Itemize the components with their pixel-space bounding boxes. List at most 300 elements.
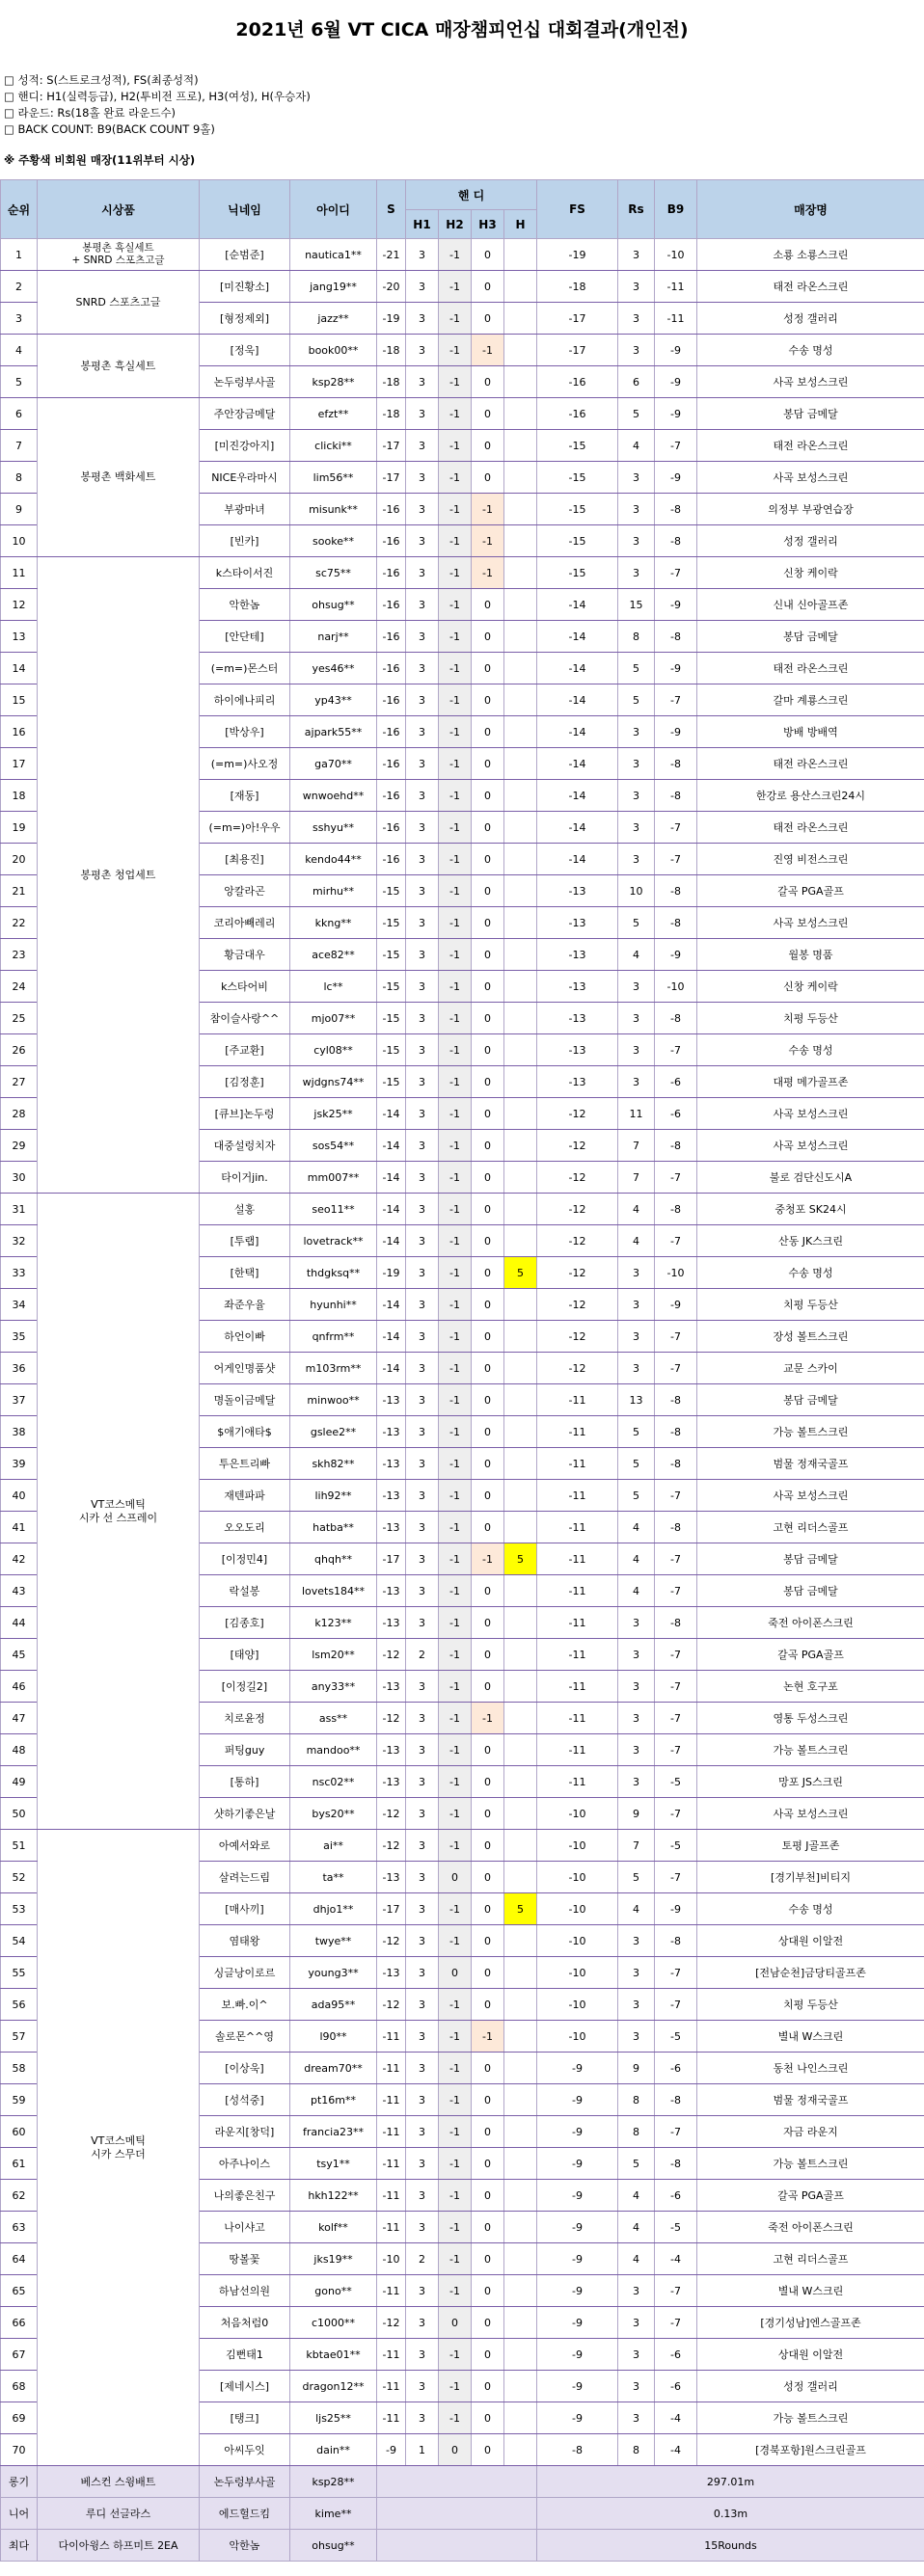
col-store-header: 매장명 (697, 180, 924, 239)
final-score-cell: -10 (537, 1957, 618, 1989)
store-cell: 태전 라온스크린 (697, 812, 924, 844)
rank-cell: 23 (1, 939, 38, 971)
h-cell (504, 1480, 537, 1512)
user-id-cell: kolf** (290, 2212, 377, 2243)
nickname-cell: [재동] (200, 780, 290, 812)
user-id-cell: ace82** (290, 939, 377, 971)
store-cell: 범물 정재국골프 (697, 2084, 924, 2116)
h3-cell: 0 (472, 1607, 504, 1639)
stroke-cell: -13 (377, 1480, 406, 1512)
h2-cell: -1 (439, 716, 472, 748)
back-count-cell: -7 (655, 1353, 697, 1384)
back-count-cell: -8 (655, 1607, 697, 1639)
nickname-cell: 아씨두잇 (200, 2434, 290, 2466)
store-cell: 의정부 부광연습장 (697, 494, 924, 525)
h-cell (504, 2402, 537, 2434)
h3-cell: 0 (472, 1639, 504, 1671)
store-cell: 갈곡 PGA골프 (697, 875, 924, 907)
final-score-cell: -15 (537, 462, 618, 494)
stroke-cell: -16 (377, 780, 406, 812)
h2-cell: -1 (439, 430, 472, 462)
rank-cell: 29 (1, 1130, 38, 1162)
back-count-cell: -8 (655, 1512, 697, 1543)
user-id-cell: jsk25** (290, 1098, 377, 1130)
h2-cell: -1 (439, 2084, 472, 2116)
nickname-cell: [이상욱] (200, 2053, 290, 2084)
h-cell (504, 557, 537, 589)
h3-cell: 0 (472, 2053, 504, 2084)
nickname-cell: 염태왕 (200, 1925, 290, 1957)
h1-cell: 3 (406, 2212, 439, 2243)
rank-cell: 65 (1, 2275, 38, 2307)
h2-cell: -1 (439, 653, 472, 684)
rank-cell: 3 (1, 303, 38, 335)
h2-cell: -1 (439, 1225, 472, 1257)
final-score-cell: -13 (537, 1066, 618, 1098)
results-body (1, 239, 924, 2562)
nickname-cell: 싱글낭이로르 (200, 1957, 290, 1989)
h3-cell: 0 (472, 1098, 504, 1130)
stroke-cell: -16 (377, 844, 406, 875)
store-cell: 동천 나인스크린 (697, 2053, 924, 2084)
h1-cell: 3 (406, 1257, 439, 1289)
h-cell (504, 653, 537, 684)
h2-cell: -1 (439, 2243, 472, 2275)
award-prize-cell: 루디 선글라스 (38, 2498, 200, 2530)
stroke-cell: -14 (377, 1289, 406, 1321)
stroke-cell: -14 (377, 1130, 406, 1162)
h2-cell: -1 (439, 2371, 472, 2402)
h-cell (504, 335, 537, 366)
h1-cell: 3 (406, 1607, 439, 1639)
h2-cell: -1 (439, 1639, 472, 1671)
rounds-cell: 4 (618, 430, 655, 462)
h1-cell: 3 (406, 2148, 439, 2180)
back-count-cell: -6 (655, 1066, 697, 1098)
user-id-cell: minwoo** (290, 1384, 377, 1416)
final-score-cell: -18 (537, 271, 618, 303)
nickname-cell: 아주나이스 (200, 2148, 290, 2180)
rounds-cell: 8 (618, 621, 655, 653)
h-cell (504, 1671, 537, 1703)
final-score-cell: -9 (537, 2243, 618, 2275)
rank-cell: 55 (1, 1957, 38, 1989)
user-id-cell: any33** (290, 1671, 377, 1703)
back-count-cell: -6 (655, 2339, 697, 2371)
h2-cell: -1 (439, 366, 472, 398)
h-cell (504, 2084, 537, 2116)
h1-cell: 3 (406, 780, 439, 812)
nickname-cell: 참이슬사랑^^ (200, 1003, 290, 1034)
h3-cell: 0 (472, 1162, 504, 1194)
h3-cell: 0 (472, 1225, 504, 1257)
rank-cell: 36 (1, 1353, 38, 1384)
h1-cell: 3 (406, 1384, 439, 1416)
store-cell: 사곡 보성스크린 (697, 1480, 924, 1512)
h-cell (504, 1034, 537, 1066)
stroke-cell: -16 (377, 494, 406, 525)
h2-cell: -1 (439, 1098, 472, 1130)
nickname-cell: 명돌이금메달 (200, 1384, 290, 1416)
h3-cell: 0 (472, 653, 504, 684)
user-id-cell: lc** (290, 971, 377, 1003)
user-id-cell: bys20** (290, 1798, 377, 1830)
back-count-cell: -7 (655, 2307, 697, 2339)
page-title: 2021년 6월 VT CICA 매장챔피언십 대회결과(개인전) (235, 19, 689, 40)
h1-cell: 3 (406, 462, 439, 494)
h1-cell: 3 (406, 1766, 439, 1798)
store-cell: 별내 W스크린 (697, 2275, 924, 2307)
award-blank-cell (377, 2530, 537, 2562)
back-count-cell: -7 (655, 2275, 697, 2307)
store-cell: 자금 라운지 (697, 2116, 924, 2148)
final-score-cell: -9 (537, 2307, 618, 2339)
rank-cell: 8 (1, 462, 38, 494)
h-cell (504, 2180, 537, 2212)
user-id-cell: k123** (290, 1607, 377, 1639)
h1-cell: 3 (406, 971, 439, 1003)
back-count-cell: -6 (655, 1098, 697, 1130)
rank-cell: 66 (1, 2307, 38, 2339)
final-score-cell: -10 (537, 1830, 618, 1862)
nickname-cell: 처음처럼0 (200, 2307, 290, 2339)
back-count-cell: -5 (655, 2212, 697, 2243)
nickname-cell: [탱크] (200, 2402, 290, 2434)
final-score-cell: -9 (537, 2084, 618, 2116)
stroke-cell: -13 (377, 1416, 406, 1448)
stroke-cell: -13 (377, 1575, 406, 1607)
back-count-cell: -10 (655, 239, 697, 271)
rounds-cell: 3 (618, 335, 655, 366)
legend-back-count: □ BACK COUNT: B9(BACK COUNT 9홀) (4, 122, 215, 136)
store-cell: 죽전 아이폰스크린 (697, 2212, 924, 2243)
final-score-cell: -13 (537, 1003, 618, 1034)
h1-cell: 3 (406, 1671, 439, 1703)
back-count-cell: -8 (655, 780, 697, 812)
user-id-cell: mjo07** (290, 1003, 377, 1034)
user-id-cell: lovets184** (290, 1575, 377, 1607)
store-cell: 성정 갤러리 (697, 303, 924, 335)
rank-cell: 5 (1, 366, 38, 398)
rank-cell: 48 (1, 1734, 38, 1766)
rounds-cell: 15 (618, 589, 655, 621)
h2-cell: -1 (439, 1003, 472, 1034)
h-cell (504, 366, 537, 398)
rank-cell: 9 (1, 494, 38, 525)
h2-cell: -1 (439, 1512, 472, 1543)
user-id-cell: qhqh** (290, 1543, 377, 1575)
stroke-cell: -11 (377, 2275, 406, 2307)
back-count-cell: -9 (655, 589, 697, 621)
user-id-cell: book00** (290, 335, 377, 366)
h-cell (504, 2339, 537, 2371)
rounds-cell: 3 (618, 1003, 655, 1034)
nickname-cell: [주교환] (200, 1034, 290, 1066)
h3-cell: 0 (472, 1957, 504, 1989)
rounds-cell: 3 (618, 780, 655, 812)
user-id-cell: pt16m** (290, 2084, 377, 2116)
rank-cell: 68 (1, 2371, 38, 2402)
h3-cell: 0 (472, 1321, 504, 1353)
result-row (1, 557, 924, 589)
rank-cell: 46 (1, 1671, 38, 1703)
nickname-cell: $애기애타$ (200, 1416, 290, 1448)
rank-cell: 17 (1, 748, 38, 780)
stroke-cell: -18 (377, 398, 406, 430)
final-score-cell: -9 (537, 2148, 618, 2180)
back-count-cell: -8 (655, 1130, 697, 1162)
final-score-cell: -15 (537, 557, 618, 589)
h-cell (504, 2021, 537, 2053)
rank-cell: 1 (1, 239, 38, 271)
col-s-header: S (377, 180, 406, 239)
store-cell: 월봉 명품 (697, 939, 924, 971)
h3-cell: 0 (472, 812, 504, 844)
h2-cell: -1 (439, 939, 472, 971)
stroke-cell: -16 (377, 589, 406, 621)
h-cell (504, 1607, 537, 1639)
stroke-cell: -15 (377, 875, 406, 907)
stroke-cell: -21 (377, 239, 406, 271)
h2-cell: -1 (439, 1703, 472, 1734)
final-score-cell: -11 (537, 1512, 618, 1543)
h1-cell: 3 (406, 430, 439, 462)
h1-cell: 3 (406, 2084, 439, 2116)
nickname-cell: [미진강아지] (200, 430, 290, 462)
h3-cell: 0 (472, 1384, 504, 1416)
result-row (1, 239, 924, 271)
h3-cell: 0 (472, 271, 504, 303)
h-cell (504, 716, 537, 748)
rounds-cell: 4 (618, 1194, 655, 1225)
rank-cell: 4 (1, 335, 38, 366)
back-count-cell: -6 (655, 2053, 697, 2084)
h-cell (504, 1512, 537, 1543)
h3-cell: 0 (472, 1416, 504, 1448)
store-cell: 치평 두등산 (697, 1989, 924, 2021)
rank-cell: 19 (1, 812, 38, 844)
store-cell: 성정 갤러리 (697, 525, 924, 557)
store-cell: 사곡 보성스크린 (697, 1130, 924, 1162)
store-cell: 수송 명성 (697, 1893, 924, 1925)
h-cell (504, 1194, 537, 1225)
h3-cell: 0 (472, 780, 504, 812)
nickname-cell: 락설봉 (200, 1575, 290, 1607)
store-cell: 치평 두등산 (697, 1289, 924, 1321)
final-score-cell: -13 (537, 875, 618, 907)
user-id-cell: l90** (290, 2021, 377, 2053)
h1-cell: 3 (406, 1194, 439, 1225)
h-cell (504, 1321, 537, 1353)
nickname-cell: (=m=)몬스터 (200, 653, 290, 684)
rounds-cell: 3 (618, 1321, 655, 1353)
h2-cell: -1 (439, 335, 472, 366)
user-id-cell: dream70** (290, 2053, 377, 2084)
stroke-cell: -14 (377, 1353, 406, 1384)
h1-cell: 3 (406, 1862, 439, 1893)
h3-cell: 0 (472, 462, 504, 494)
h3-cell: 0 (472, 939, 504, 971)
h1-cell: 3 (406, 366, 439, 398)
stroke-cell: -11 (377, 2212, 406, 2243)
user-id-cell: wnwoehd** (290, 780, 377, 812)
h1-cell: 3 (406, 2116, 439, 2148)
final-score-cell: -16 (537, 366, 618, 398)
final-score-cell: -8 (537, 2434, 618, 2466)
h3-cell: 0 (472, 1034, 504, 1066)
rank-cell: 24 (1, 971, 38, 1003)
rounds-cell: 3 (618, 462, 655, 494)
stroke-cell: -14 (377, 1194, 406, 1225)
back-count-cell: -7 (655, 1480, 697, 1512)
final-score-cell: -12 (537, 1289, 618, 1321)
rank-cell: 25 (1, 1003, 38, 1034)
stroke-cell: -13 (377, 1957, 406, 1989)
h3-cell: 0 (472, 2084, 504, 2116)
h1-cell: 3 (406, 2180, 439, 2212)
h3-cell: 0 (472, 971, 504, 1003)
h2-cell: -1 (439, 525, 472, 557)
nickname-cell: 악한놈 (200, 589, 290, 621)
h3-cell: 0 (472, 844, 504, 875)
h2-cell: -1 (439, 684, 472, 716)
final-score-cell: -13 (537, 1034, 618, 1066)
h2-cell: -1 (439, 780, 472, 812)
store-cell: 대평 메가골프존 (697, 1066, 924, 1098)
h3-cell: 0 (472, 2116, 504, 2148)
user-id-cell: dhjo1** (290, 1893, 377, 1925)
h-cell (504, 239, 537, 271)
h1-cell: 1 (406, 2434, 439, 2466)
rank-cell: 2 (1, 271, 38, 303)
rounds-cell: 8 (618, 2084, 655, 2116)
store-cell: 수송 명성 (697, 335, 924, 366)
results-table (0, 179, 924, 2562)
h1-cell: 3 (406, 907, 439, 939)
user-id-cell: dragon12** (290, 2371, 377, 2402)
h1-cell: 3 (406, 1798, 439, 1830)
stroke-cell: -16 (377, 684, 406, 716)
h3-cell: -1 (472, 1703, 504, 1734)
store-cell: 영통 두성스크린 (697, 1703, 924, 1734)
legend-handicap: □ 핸디: H1(실력등급), H2(투비전 프로), H3(여성), H(우승자) (4, 90, 311, 103)
nickname-cell: 솔로몬^^영 (200, 2021, 290, 2053)
back-count-cell: -8 (655, 1194, 697, 1225)
h-cell (504, 430, 537, 462)
rank-cell: 39 (1, 1448, 38, 1480)
h3-cell: 0 (472, 1893, 504, 1925)
stroke-cell: -11 (377, 2021, 406, 2053)
final-score-cell: -14 (537, 780, 618, 812)
h-cell (504, 907, 537, 939)
rank-cell: 54 (1, 1925, 38, 1957)
stroke-cell: -17 (377, 1893, 406, 1925)
nickname-cell: 오오도리 (200, 1512, 290, 1543)
h-cell (504, 939, 537, 971)
result-row (1, 335, 924, 366)
h1-cell: 3 (406, 2402, 439, 2434)
store-cell: 중청포 SK24시 (697, 1194, 924, 1225)
h3-cell: 0 (472, 2180, 504, 2212)
h3-cell: 0 (472, 239, 504, 271)
rank-cell: 13 (1, 621, 38, 653)
h3-cell: 0 (472, 1130, 504, 1162)
stroke-cell: -17 (377, 462, 406, 494)
nickname-cell: 코리아빼레리 (200, 907, 290, 939)
h2-cell: -1 (439, 1830, 472, 1862)
result-row (1, 271, 924, 303)
h2-cell: -1 (439, 494, 472, 525)
rank-cell: 12 (1, 589, 38, 621)
nickname-cell: 샷하기좋은날 (200, 1798, 290, 1830)
store-cell: 봉담 금메달 (697, 621, 924, 653)
h3-cell: 0 (472, 1798, 504, 1830)
final-score-cell: -12 (537, 1098, 618, 1130)
h1-cell: 3 (406, 2021, 439, 2053)
rounds-cell: 5 (618, 1448, 655, 1480)
result-row (1, 398, 924, 430)
user-id-cell: twye** (290, 1925, 377, 1957)
h1-cell: 3 (406, 1353, 439, 1384)
back-count-cell: -9 (655, 939, 697, 971)
h3-cell: 0 (472, 2148, 504, 2180)
back-count-cell: -8 (655, 1925, 697, 1957)
user-id-cell: dain** (290, 2434, 377, 2466)
stroke-cell: -20 (377, 271, 406, 303)
back-count-cell: -10 (655, 971, 697, 1003)
nickname-cell: 하언이빠 (200, 1321, 290, 1353)
h1-cell: 3 (406, 844, 439, 875)
nickname-cell: 하남선의원 (200, 2275, 290, 2307)
final-score-cell: -17 (537, 335, 618, 366)
back-count-cell: -9 (655, 462, 697, 494)
back-count-cell: -7 (655, 430, 697, 462)
col-h-header: H (504, 210, 537, 239)
rank-cell: 30 (1, 1162, 38, 1194)
h2-cell: -1 (439, 2402, 472, 2434)
rank-cell: 70 (1, 2434, 38, 2466)
rounds-cell: 4 (618, 1575, 655, 1607)
final-score-cell: -11 (537, 1766, 618, 1798)
col-b9-header: B9 (655, 180, 697, 239)
stroke-cell: -13 (377, 1448, 406, 1480)
col-prize-header: 시상품 (38, 180, 200, 239)
h1-cell: 3 (406, 398, 439, 430)
rounds-cell: 7 (618, 1162, 655, 1194)
h1-cell: 3 (406, 525, 439, 557)
rounds-cell: 3 (618, 239, 655, 271)
stroke-cell: -11 (377, 2402, 406, 2434)
h2-cell: -1 (439, 2053, 472, 2084)
col-id-header: 아이디 (290, 180, 377, 239)
col-rs-header: Rs (618, 180, 655, 239)
back-count-cell: -5 (655, 1766, 697, 1798)
stroke-cell: -15 (377, 971, 406, 1003)
h3-cell: 0 (472, 398, 504, 430)
h3-cell: 0 (472, 2243, 504, 2275)
award-prize-cell: 베스컨 스윙배트 (38, 2466, 200, 2498)
rounds-cell: 8 (618, 2434, 655, 2466)
h-cell (504, 1098, 537, 1130)
user-id-cell: ass** (290, 1703, 377, 1734)
award-user-id-cell: ksp28** (290, 2466, 377, 2498)
store-cell: 갈곡 PGA골프 (697, 1639, 924, 1671)
nickname-cell: 살려는드림 (200, 1862, 290, 1893)
stroke-cell: -16 (377, 812, 406, 844)
back-count-cell: -7 (655, 684, 697, 716)
h3-cell: -1 (472, 557, 504, 589)
h2-cell: -1 (439, 1289, 472, 1321)
